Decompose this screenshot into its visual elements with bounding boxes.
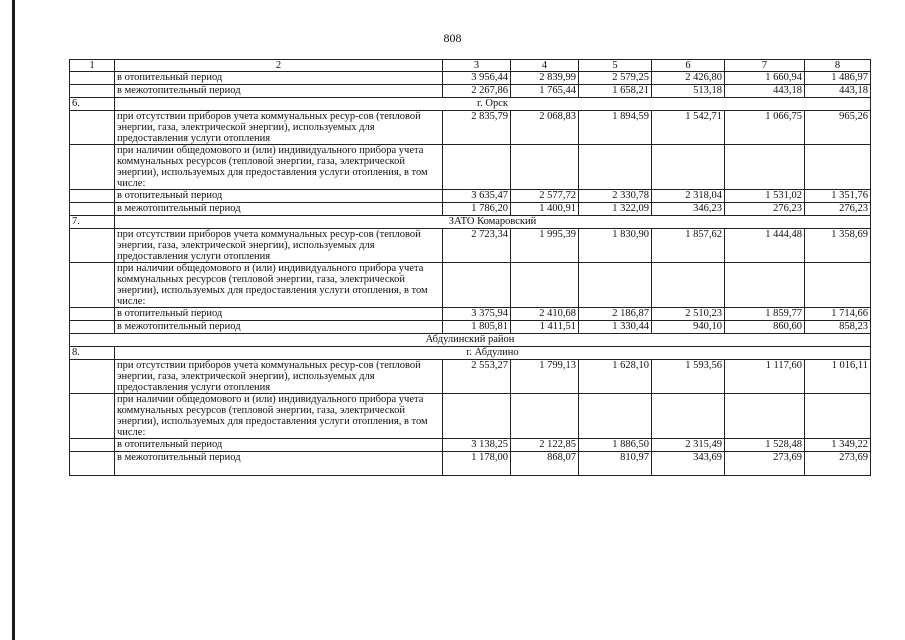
value-cell: 2 410,68 bbox=[511, 308, 579, 321]
value-cell bbox=[511, 263, 579, 308]
value-cell: 1 358,69 bbox=[805, 229, 871, 263]
header-cell: 6 bbox=[652, 60, 725, 72]
value-cell: 1 528,48 bbox=[725, 439, 805, 452]
row-label: в отопительный период bbox=[115, 72, 443, 85]
value-cell bbox=[579, 394, 652, 439]
table-row bbox=[70, 111, 871, 145]
value-cell: 1 066,75 bbox=[725, 111, 805, 145]
header-cell: 8 bbox=[805, 60, 871, 72]
value-cell bbox=[652, 263, 725, 308]
value-cell: 2 577,72 bbox=[511, 190, 579, 203]
value-cell: 513,18 bbox=[652, 85, 725, 98]
row-label: в межотопительный период bbox=[115, 321, 443, 334]
value-cell: 273,69 bbox=[725, 452, 805, 476]
value-cell: 940,10 bbox=[652, 321, 725, 334]
value-cell: 2 267,86 bbox=[443, 85, 511, 98]
value-cell: 1 349,22 bbox=[805, 439, 871, 452]
value-cell: 1 411,51 bbox=[511, 321, 579, 334]
section-row bbox=[70, 347, 871, 360]
value-cell bbox=[652, 394, 725, 439]
row-label: в межотопительный период bbox=[115, 452, 443, 476]
value-cell bbox=[652, 145, 725, 190]
row-label: при наличии общедомового и (или) индивидуального прибора учета коммунальных ресурсов (тепловой энергии, газа, электрической энергии), используемых для предоставления услуги отопления, в том числе: bbox=[115, 263, 443, 308]
value-cell: 2 426,80 bbox=[652, 72, 725, 85]
value-cell: 1 178,00 bbox=[443, 452, 511, 476]
row-label: в отопительный период bbox=[115, 190, 443, 203]
row-label: при наличии общедомового и (или) индивидуального прибора учета коммунальных ресурсов (тепловой энергии, газа, электрической энергии), используемых для предоставления услуги отопления, в том числе: bbox=[115, 394, 443, 439]
value-cell: 1 486,97 bbox=[805, 72, 871, 85]
row-number-cell bbox=[70, 452, 115, 476]
value-cell: 1 658,21 bbox=[579, 85, 652, 98]
value-cell: 1 351,76 bbox=[805, 190, 871, 203]
table-row bbox=[70, 85, 871, 98]
value-cell: 276,23 bbox=[805, 203, 871, 216]
section-title: г. Абдулино bbox=[115, 347, 871, 360]
value-cell: 1 805,81 bbox=[443, 321, 511, 334]
value-cell: 1 660,94 bbox=[725, 72, 805, 85]
value-cell: 1 786,20 bbox=[443, 203, 511, 216]
row-label: в отопительный период bbox=[115, 439, 443, 452]
value-cell: 443,18 bbox=[805, 85, 871, 98]
table-row bbox=[70, 72, 871, 85]
value-cell: 1 799,13 bbox=[511, 360, 579, 394]
value-cell: 1 894,59 bbox=[579, 111, 652, 145]
table-body bbox=[70, 72, 871, 476]
row-label: при отсутствии приборов учета коммунальных ресур-сов (тепловой энергии, газа, электрической энергии), используемых для предоставления услуги отопления bbox=[115, 229, 443, 263]
tariff-table bbox=[69, 59, 871, 476]
section-title: г. Орск bbox=[115, 98, 871, 111]
value-cell: 1 444,48 bbox=[725, 229, 805, 263]
section-row bbox=[70, 98, 871, 111]
header-cell: 7 bbox=[725, 60, 805, 72]
header-row bbox=[70, 60, 871, 72]
value-cell: 1 322,09 bbox=[579, 203, 652, 216]
row-number-cell bbox=[70, 439, 115, 452]
table-row bbox=[70, 263, 871, 308]
value-cell: 2 068,83 bbox=[511, 111, 579, 145]
row-number-cell bbox=[70, 190, 115, 203]
value-cell: 1 628,10 bbox=[579, 360, 652, 394]
value-cell: 2 579,25 bbox=[579, 72, 652, 85]
value-cell bbox=[443, 263, 511, 308]
row-label: в межотопительный период bbox=[115, 203, 443, 216]
value-cell: 2 186,87 bbox=[579, 308, 652, 321]
section-number: 8. bbox=[70, 347, 115, 360]
value-cell: 1 995,39 bbox=[511, 229, 579, 263]
value-cell: 2 835,79 bbox=[443, 111, 511, 145]
value-cell: 343,69 bbox=[652, 452, 725, 476]
table-row bbox=[70, 229, 871, 263]
value-cell: 443,18 bbox=[725, 85, 805, 98]
value-cell: 2 315,49 bbox=[652, 439, 725, 452]
row-number-cell bbox=[70, 145, 115, 190]
value-cell: 273,69 bbox=[805, 452, 871, 476]
value-cell: 868,07 bbox=[511, 452, 579, 476]
row-number-cell bbox=[70, 263, 115, 308]
header-cell: 2 bbox=[115, 60, 443, 72]
table-row bbox=[70, 452, 871, 476]
value-cell: 1 830,90 bbox=[579, 229, 652, 263]
value-cell bbox=[579, 263, 652, 308]
value-cell bbox=[443, 394, 511, 439]
row-label: при отсутствии приборов учета коммунальных ресур-сов (тепловой энергии, газа, электрической энергии), используемых для предоставления услуги отопления bbox=[115, 111, 443, 145]
value-cell: 810,97 bbox=[579, 452, 652, 476]
value-cell bbox=[805, 263, 871, 308]
value-cell: 2 723,34 bbox=[443, 229, 511, 263]
table-row bbox=[70, 360, 871, 394]
value-cell: 3 138,25 bbox=[443, 439, 511, 452]
value-cell: 276,23 bbox=[725, 203, 805, 216]
row-number-cell bbox=[70, 203, 115, 216]
value-cell bbox=[725, 263, 805, 308]
value-cell: 858,23 bbox=[805, 321, 871, 334]
value-cell: 1 117,60 bbox=[725, 360, 805, 394]
value-cell: 1 016,11 bbox=[805, 360, 871, 394]
value-cell: 2 553,27 bbox=[443, 360, 511, 394]
row-label: при отсутствии приборов учета коммунальных ресур-сов (тепловой энергии, газа, электрической энергии), используемых для предоставления услуги отопления bbox=[115, 360, 443, 394]
table-row bbox=[70, 145, 871, 190]
section-number: 7. bbox=[70, 216, 115, 229]
page-number: 808 bbox=[443, 31, 462, 45]
value-cell: 1 886,50 bbox=[579, 439, 652, 452]
section-title: ЗАТО Комаровский bbox=[115, 216, 871, 229]
value-cell: 1 765,44 bbox=[511, 85, 579, 98]
row-number-cell bbox=[70, 85, 115, 98]
value-cell: 965,26 bbox=[805, 111, 871, 145]
row-number-cell bbox=[70, 111, 115, 145]
value-cell: 1 400,91 bbox=[511, 203, 579, 216]
value-cell: 860,60 bbox=[725, 321, 805, 334]
row-number-cell bbox=[70, 229, 115, 263]
region-title: Абдулинский район bbox=[70, 334, 871, 347]
value-cell: 1 330,44 bbox=[579, 321, 652, 334]
value-cell bbox=[725, 145, 805, 190]
value-cell bbox=[443, 145, 511, 190]
value-cell: 2 839,99 bbox=[511, 72, 579, 85]
value-cell: 2 330,78 bbox=[579, 190, 652, 203]
section-number: 6. bbox=[70, 98, 115, 111]
row-number-cell bbox=[70, 360, 115, 394]
value-cell bbox=[805, 394, 871, 439]
value-cell: 1 593,56 bbox=[652, 360, 725, 394]
row-number-cell bbox=[70, 394, 115, 439]
value-cell: 2 510,23 bbox=[652, 308, 725, 321]
row-number-cell bbox=[70, 308, 115, 321]
value-cell bbox=[511, 394, 579, 439]
table-row bbox=[70, 321, 871, 334]
value-cell: 3 635,47 bbox=[443, 190, 511, 203]
header-cell: 3 bbox=[443, 60, 511, 72]
value-cell: 1 859,77 bbox=[725, 308, 805, 321]
value-cell: 2 122,85 bbox=[511, 439, 579, 452]
header-cell: 4 bbox=[511, 60, 579, 72]
value-cell bbox=[805, 145, 871, 190]
table-row bbox=[70, 308, 871, 321]
value-cell: 1 531,02 bbox=[725, 190, 805, 203]
value-cell bbox=[511, 145, 579, 190]
row-number-cell bbox=[70, 72, 115, 85]
value-cell: 3 956,44 bbox=[443, 72, 511, 85]
value-cell: 1 857,62 bbox=[652, 229, 725, 263]
value-cell: 1 714,66 bbox=[805, 308, 871, 321]
table-row bbox=[70, 394, 871, 439]
table-row bbox=[70, 439, 871, 452]
header-cell: 5 bbox=[579, 60, 652, 72]
row-label: в отопительный период bbox=[115, 308, 443, 321]
region-row bbox=[70, 334, 871, 347]
table-row bbox=[70, 190, 871, 203]
value-cell: 1 542,71 bbox=[652, 111, 725, 145]
row-label: в межотопительный период bbox=[115, 85, 443, 98]
header-cell: 1 bbox=[70, 60, 115, 72]
value-cell bbox=[725, 394, 805, 439]
value-cell bbox=[579, 145, 652, 190]
value-cell: 3 375,94 bbox=[443, 308, 511, 321]
value-cell: 346,23 bbox=[652, 203, 725, 216]
value-cell: 2 318,04 bbox=[652, 190, 725, 203]
table-row bbox=[70, 203, 871, 216]
row-number-cell bbox=[70, 321, 115, 334]
row-label: при наличии общедомового и (или) индивидуального прибора учета коммунальных ресурсов (тепловой энергии, газа, электрической энергии), используемых для предоставления услуги отопления, в том числе: bbox=[115, 145, 443, 190]
section-row bbox=[70, 216, 871, 229]
page-edge-bar bbox=[12, 0, 15, 640]
